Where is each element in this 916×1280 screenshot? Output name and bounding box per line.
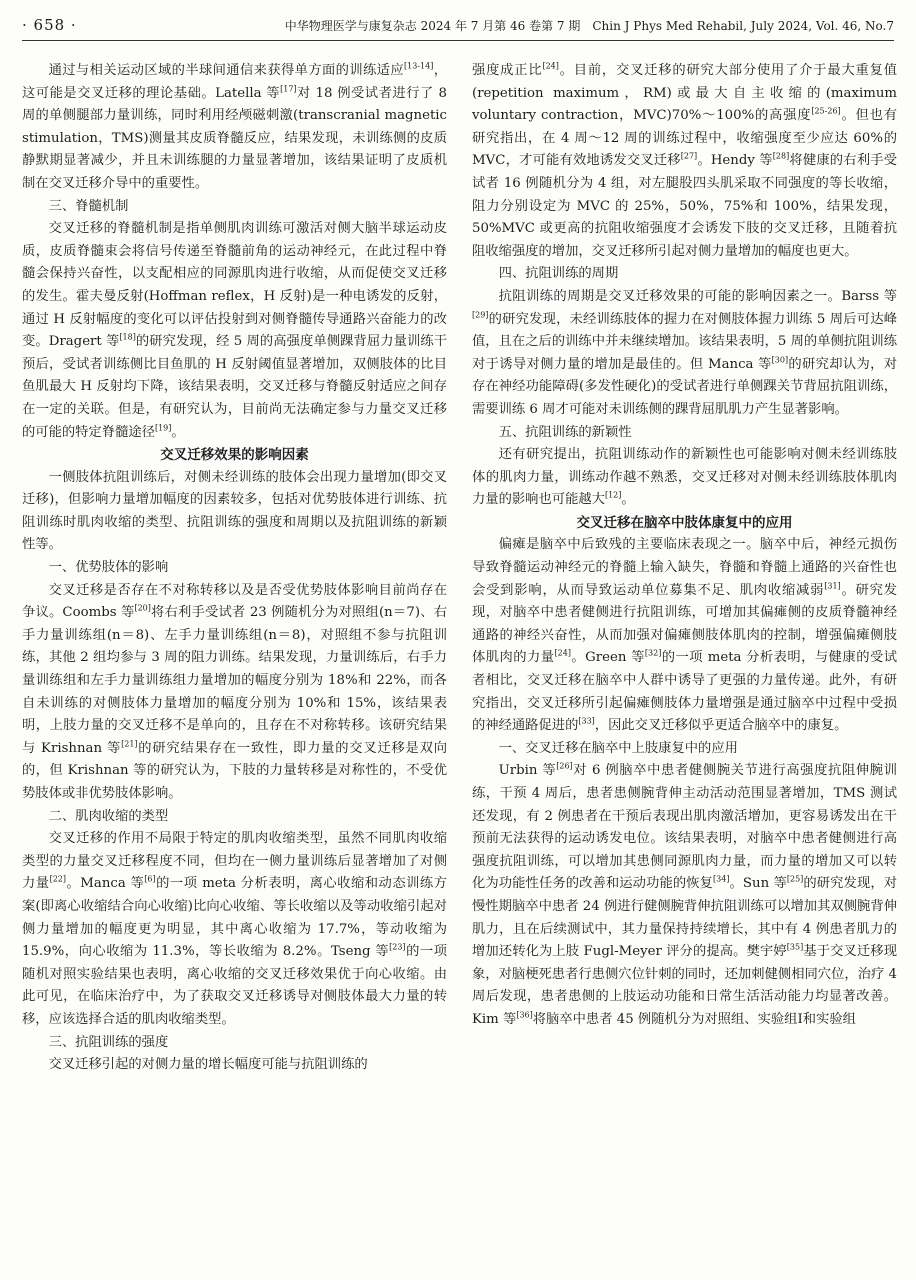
subsection-heading (472, 422, 897, 445)
citation-ref: [28] (772, 151, 790, 161)
text-run: 还有研究提出，抗阻训练动作的新颖性也可能影响对侧未经训练肢体的肌肉力量，训练动作越不熟悉，交叉迁移对对侧未经训练肢体肌肉力量的影响也可能越大 (472, 447, 897, 508)
body-paragraph (22, 828, 447, 1031)
text-run: 五、抗阻训练的新颖性 (498, 424, 632, 440)
text-run: 的研究发现，经 5 周的高强度单侧踝背屈力量训练干预后，受试者训练侧比目鱼肌的 H 反射阈值显著增加，双侧肢体的比目鱼肌最大 H 反射均下降，该结果表明，交叉迁移与脊髓反射适应之间存在一定的关联。但是，有研究认为，目前尚无法确定参与力量交叉迁移的可能的特定脊髓途径 (22, 334, 447, 440)
citation-ref: [18] (119, 332, 136, 342)
citation-ref: [26] (556, 761, 573, 771)
text-run: 。Green 等 (570, 650, 645, 666)
section-heading (22, 444, 447, 467)
subsection-heading (22, 557, 447, 580)
body-paragraph (22, 580, 447, 806)
text-run: 的一项随机对照实验结果也表明，离心收缩的交叉迁移效果优于向心收缩。由此可见，在临床治疗中，为了获取交叉迁移诱导对侧肢体最大力量的转移，应该选择合适的肌肉收缩类型。 (22, 944, 447, 1027)
citation-ref: [17] (280, 84, 297, 94)
citation-ref: [29] (472, 310, 489, 320)
body-paragraph (472, 534, 897, 737)
body-paragraph (472, 286, 897, 422)
left-text-column (22, 60, 447, 1077)
text-run: 的一项 meta 分析表明，离心收缩和动态训练方案(即离心收缩结合向心收缩)比向心收缩、等长收缩以及等动收缩引起对侧力量增加的幅度更为明显，其中离心收缩为 17.7%，等动收缩为 15.9%，向心收缩为 11.3%，等长收缩为 8.2%。Tseng 等 (22, 876, 448, 960)
text-run: 四、抗阻训练的周期 (498, 266, 619, 282)
right-text-column (472, 60, 897, 1032)
citation-ref: [25-26] (811, 106, 841, 116)
citation-ref: [20] (134, 603, 151, 613)
citation-ref: [19] (154, 423, 172, 433)
citation-ref: [35] (786, 942, 804, 952)
text-run: 的研究却认为，对存在神经功能障碍(多发性硬化)的受试者进行单侧踝关节背屈抗阻训练，需要训练 6 周才可能对未训练侧的踝背屈肌肌力产生显著影响。 (472, 356, 898, 417)
text-run: 的研究发现，未经训练肢体的握力在对侧肢体握力训练 5 周后可达峰值，且在之后的训练中并未继续增加。该结果表明，5 周的单侧抗阻训练对于诱导对侧力量的增加是最佳的。但 Manca 等 (472, 311, 897, 372)
citation-ref: [36] (516, 1010, 533, 1020)
text-run: 。目前，交叉迁移的研究大部分使用了介于最大重复值(repetition maximum，RM)或最大自主收缩的(maximum voluntary contraction，MVC)70%～100%的高强度 (472, 63, 898, 124)
body-paragraph (472, 444, 897, 512)
citation-ref: [23] (389, 942, 406, 952)
running-header (22, 10, 894, 41)
text-run: 。研究发现，对脑卒中患者健侧进行抗阻训练，可增加其偏瘫侧的皮质脊髓神经通路的神经兴奋性，从而加强对偏瘫侧肢体肌肉的控制，增强偏瘫侧肢体肌肉的力量 (472, 582, 898, 666)
text-run: 交叉迁移在脑卒中肢体康复中的应用 (576, 514, 793, 531)
page-number: · 658 · (22, 16, 77, 34)
text-run: 一、交叉迁移在脑卒中上肢康复中的应用 (498, 740, 738, 756)
citation-ref: [31] (824, 581, 841, 591)
journal-citation-line: 中华物理医学与康复杂志 2024 年 7 月第 46 卷第 7 期 Chin J Phys Med Rehabil, July 2024, Vol. 46, No.7 (284, 18, 894, 33)
citation-ref: [6] (144, 874, 156, 884)
citation-ref: [33] (578, 716, 595, 726)
citation-ref: [24] (554, 649, 571, 659)
subsection-heading (22, 806, 447, 829)
text-run: 通过与相关运动区域的半球间通信来获得单方面的训练适应 (48, 63, 405, 78)
citation-ref: [13-14] (404, 61, 434, 71)
subsection-heading (22, 196, 447, 219)
citation-ref: [32] (644, 649, 662, 659)
text-run: 对 18 例受试者进行了 8 周的单侧腿部力量训练，同时利用经颅磁刺激(transcranial magnetic stimulation，TMS)测量其皮质脊髓反应，结果发现，未训练侧的皮质静默期显著减少，并且未训练腿的力量显著增加，该结果证明了皮质机制在交叉迁移介导中的重要性。 (22, 85, 447, 191)
citation-ref: [27] (680, 151, 698, 161)
text-run: 一侧肢体抗阻训练后，对侧未经训练的肢体会出现力量增加(即交叉迁移)，但影响力量增加幅度的因素较多，包括对优势肢体进行训练、抗阻训练时肌肉收缩的类型、抗阻训练的强度和周期以及抗阻训练的新颖性等。 (22, 469, 447, 553)
citation-ref: [30] (771, 355, 789, 365)
text-run: 交叉迁移的作用不局限于特定的肌肉收缩类型，虽然不同肌肉收缩类型的力量交叉迁移程度不同，但均在一侧力量训练后显著增加了对侧力量 (22, 831, 447, 892)
text-run: 一、优势肢体的影响 (48, 560, 169, 576)
text-run: 。Sun 等 (729, 876, 787, 892)
body-paragraph (22, 218, 447, 444)
body-paragraph (472, 760, 897, 1031)
citation-ref: [22] (49, 874, 66, 884)
text-run: 。 (171, 424, 185, 440)
body-paragraph (22, 60, 447, 196)
text-run: 。Hendy 等 (697, 153, 773, 169)
text-run: ，这可能是交叉迁移的理论基础。Latella 等 (22, 63, 448, 101)
text-run: ，因此交叉迁移似乎更适合脑卒中的康复。 (594, 718, 848, 734)
text-run: 将右利手受试者 23 例随机分为对照组(n＝7)、右手力量训练组(n＝8)、左手力量训练组(n＝8)，对照组不参与抗阻训练，其他 2 组均参与 3 周的阻力训练。结果发现，力量训练后，右手力量训练组和左手力量训练组力量增加的幅度分别为 18%和 22%，而各自未训练的对侧肢体力量增加的幅度分别为 10%和 15%，该结果表明，上肢力量的交叉迁移不是单向的，且存在不对称转移。该研究结果与 Krishnan 等 (22, 605, 447, 756)
text-run: 偏瘫是脑卒中后致残的主要临床表现之一。脑卒中后，神经元损伤导致脊髓运动神经元的脊髓上输入缺失，脊髓和脊髓上通路的兴奋性也会受到影响，从而导致运动单位募集不足、肌肉收缩减弱 (472, 537, 897, 598)
text-run: 将健康的右利手受试者 16 例随机分为 4 组，对左腿股四头肌采取不同强度的等长收缩，阻力分别设定为 MVC 的 25%，50%，75%和 100%，结果发现，50%MVC 或更高的抗阻收缩强度才会诱发下肢的交叉迁移，且随着抗阻收缩强度的增加，交叉迁移所引起对侧力量增加的幅度也更大。 (472, 153, 897, 259)
text-run: 交叉迁移引起的对侧力量的增长幅度可能与抗阻训练的 (48, 1057, 368, 1073)
text-run: 。Manca 等 (66, 876, 145, 892)
text-run: 。 (621, 492, 635, 508)
text-run: 。但也有研究指出，在 4 周～12 周的训练过程中，收缩强度至少应达 60%的 MVC，才可能有效地诱发交叉迁移 (472, 108, 897, 169)
body-paragraph (22, 1054, 447, 1077)
subsection-heading (472, 263, 897, 286)
text-run: 交叉迁移是否存在不对称转移以及是否受优势肢体影响目前尚存在争议。Coombs 等 (22, 582, 447, 621)
text-run: 的研究结果存在一致性，即力量的交叉迁移是双向的，但 Krishnan 等的研究认为，下肢的力量转移是对称性的，不受优势肢体或非优势肢体影响。 (22, 740, 447, 801)
continued-paragraph (472, 60, 897, 263)
text-run: 的研究发现，对慢性期脑卒中患者 24 例进行健侧腕背伸抗阻训练可以增加其双侧腕背伸肌力，且在后续测试中，其力量保持持续增长，其中有 4 例患者肌力的增加还转化为上肢 Fugl-Meyer 评分的提高。樊宇婷 (472, 876, 898, 960)
text-run: 交叉迁移效果的影响因素 (160, 447, 309, 464)
text-run: 基于交叉迁移现象，对脑梗死患者行患侧穴位针刺的同时，还加刺健侧相同穴位，治疗 4 周后发现，患者患侧的上肢运动功能和日常生活活动能力均显著改善。Kim 等 (472, 944, 897, 1027)
text-run: 三、抗阻训练的强度 (48, 1034, 169, 1050)
body-paragraph (22, 467, 447, 557)
subsection-heading (22, 1032, 447, 1055)
citation-ref: [25] (786, 874, 804, 884)
citation-ref: [21] (121, 739, 138, 749)
text-run: 强度成正比 (472, 63, 543, 78)
text-run: 交叉迁移的脊髓机制是指单侧肌肉训练可激活对侧大脑半球运动皮质，皮质脊髓束会将信号传递至脊髓前角的运动神经元，在此过程中脊髓会保持兴奋性，以支配相应的同源肌肉进行收缩，从而促使交叉迁移的发生。霍夫曼反射(Hoffman reflex，H 反射)是一种电诱发的反射，通过 H 反射幅度的变化可以评估投射到对侧脊髓传导通路兴奋能力的改变。Dragert 等 (22, 221, 447, 350)
text-run: 抗阻训练的周期是交叉迁移效果的可能的影响因素之一。Barss 等 (498, 288, 897, 304)
citation-ref: [24] (542, 61, 559, 71)
text-run: Urbin 等 (498, 763, 557, 779)
text-run: 二、肌肉收缩的类型 (48, 808, 169, 824)
text-run: 将脑卒中患者 45 例随机分为对照组、实验组Ⅰ和实验组 (532, 1011, 856, 1027)
section-heading (472, 512, 897, 535)
text-run: 的一项 meta 分析表明，与健康的受试者相比，交叉迁移在脑卒中人群中诱导了更强的力量传递。此外，有研究指出，交叉迁移所引起偏瘫侧肢体力量增强是通过脑卒中过程中受损的神经通路促进的 (472, 650, 897, 734)
text-run: 对 6 例脑卒中患者健侧腕关节进行高强度抗阻伸腕训练，干预 4 周后，患者患侧腕背伸主动活动范围显著增加，TMS 测试还发现，有 2 例患者在干预后表现出肌肉激活增加，更容易诱发出在干预前无法获得的运动诱发电位。该结果表明，对脑卒中患者健侧进行高强度抗阻训练，可以增加其患侧同源肌肉力量，而力量的增加又可以转化为功能性任务的改善和运动功能的恢复 (472, 763, 897, 892)
subsection-heading (472, 738, 897, 761)
citation-ref: [34] (713, 874, 730, 884)
text-run: 三、脊髓机制 (48, 198, 129, 214)
citation-ref: [12] (604, 490, 622, 500)
